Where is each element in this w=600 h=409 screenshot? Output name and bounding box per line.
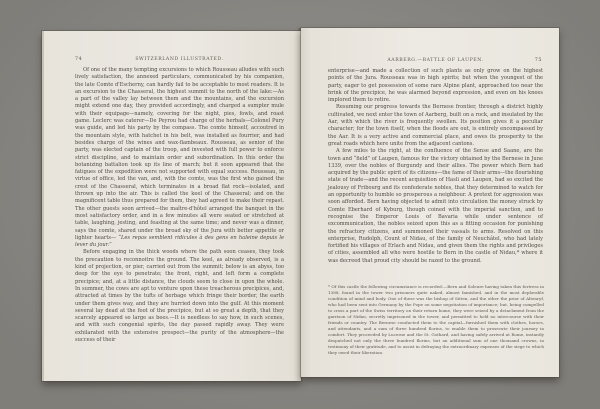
right-page-text (328, 68, 543, 265)
right-running-title: AARBERG.—BATTLE OF LAUPEN. (387, 58, 484, 63)
paragraph: A few miles to the right, at the confluence of the Sense and Saane, are the town and “field” of Laupen, famous for the victory obtained by the Bernese in June 1339, over the nobles of Burgundy and their allies. The power which Bern had acquired by the public spirit of its citizens—the fame of their arms—the flourishing state of trade—and the recent acquisition of Hasli and Laupen, had so excited the jealousy of Fribourg and its confederate nobles, that they determined to watch for an opportunity to humble so prosperous a neighbour. A pretext for aggression was soon afforded. Bern having objected to admit into circulation the money struck by Comte Eberhard of Kyburg, though coined with the imperial sanction, and to recognise the Emperor Louis of Bavaria while under sentence of excommunication, the nobles seized upon this as a fitting occasion for punishing the refractory citizens, and summoned their vassals to arms. Resolved on this enterprise, Rudolph, Count of Nidau, of the family of Neuchâtel, who had lately fortified his villages of Erlach and Nidau, and given them the rights and privileges of cities, assembled all who were hostile to Bern in the castle of Nidau,* where it was decreed that proud city should be razed to the ground. (328, 148, 543, 264)
paragraph-italic-quote: “Les repas semblent ridicules à des gens en haleine depuis le lever du jour.” (75, 234, 284, 249)
left-running-head (44, 57, 301, 65)
paragraph: enterprise—and made a collection of such plants as only grow on the highest points of the Jura. Rousseau was in high spirits; but when the youngest of the party, eager to get possession of some rare Alpine plant, approached too near the brink of the precipice, he was alarmed beyond expression, and even on his knees implored them to retire. (328, 68, 543, 104)
paragraph: Before engaging in the thick woods where the path soon ceases, they took the precaution to reconnoitre the ground. The keel, as already observed, is a kind of projection, or pier, carried out from the summit; below is an abyss, too deep for the eye to penetrate; the front, right, and left form a complete precipice; and, at a little distance, the clouds seem to close in upon the whole. In summer, the cows are apt to venture upon these treacherous precipices, and, attracted at times by the tufts of herbage which fringe their border, the earth under them gives way, and they are hurried down into the gulf. At this moment several lay dead at the foot of the precipice, but at so great a depth, that they scarcely appeared so large as bees.—It is needless to say how, in such scenes, and with such congenial spirits, the day passed rapidly away. They were exhilarated with the extensive prospect—the purity of the atmosphere—the success of their (75, 249, 284, 343)
left-page (42, 31, 301, 381)
paragraph: Resuming our progress towards the Bernese frontier, through a district highly cultivated, we next enter the town of Aarberg, built on a rock, and insulated by the Aar, with which the river is frequently swollen. Its position gives it a peculiar character; for the town itself, when the floods are out, is entirely encompassed by the Aar. It is a very active and commercial place, and owes its prosperity to the great roads which here unite from the adjacent cantons. (328, 104, 543, 147)
footnote: * Of this castle the following circumstance is recorded:—Bern and Soleure having taken this fortress in 1388, found in the tower two prisoners quite naked, almost famished, and in the most deplorable condition of mind and body. One of these was the bishop of Sitten, and the other the prior of Altenryf, who had been sent into Germany by the Pope on some negotiation of importance; but, being compelled to cross a part of the Swiss territory on their return home, they were seized by a detachment from the garrison of Nidau, secretly imprisoned in the tower, and permitted to hold no intercourse with their friends or country. The Bernese conducted them to the capital—furnished them with clothes, horses, and attendants, and a sum of three hundred florins, to enable them to prosecute their journey in comfort. They proceeded by Lucerne and the St. Gothard, and having safely arrived at Rome, instantly despatched not only the three hundred florins, but an additional sum of one thousand crowns, in testimony of their gratitude, and to assist in defraying the extraordinary expenses of the siege to which they owed their liberation. (328, 284, 544, 355)
paragraph-text: Of one of the many tempting excursions to which Rousseau alludes with such lively satisfaction, the annexed particulars, communicated by his companion, the late Comte d'Escherny, can hardly fail to be acceptable to most readers. It is an excursion to the Chasseral, the highest summit to the north of the lake:—As a part of the valley lay between them and the mountains, and the excursion might extend one day, they provided accordingly, and charged a sumpter mule with their equipage—namely, covering for the night, pies, fowls, and roast game. Leclerc was caterer—De Peyrou had charge of the herbals—Colonel Pury was guide, and led his party by the compass. The comte himself, accoutred in the mountain style, with hatchet in his belt, was installed as fourrier, and had besides charge of the wines and wax-flambeaux. Rousseau, as senior of the party, was elected captain of the troop, and invested with full power to enforce strict discipline, and to maintain order and subordination. In this order the botanizing battalion took up its line of march; but it soon appeared that the fatigues of the expedition were not supported with equal success. Rousseau, in virtue of office, led the van, and, with the comte, was the first who gained the crest of the Chasseral, which terminates in a broad flat rock—isolated, and thrown up into the air. This is called the keel of the Chasseral; and on the magnificent table thus prepared for them, they had agreed to make their repast. The other guests soon arrived—the maître-d'hôtel arranged the banquet in the most satisfactory order, and in a few minutes all were seated or stretched at table, laughing, jesting, and feasting at the same time; and never was a dinner, says the comte, shared under the broad sky of the Jura with better appetite or lighter hearts— (75, 67, 284, 241)
right-page (301, 28, 559, 377)
left-page-text (75, 67, 284, 344)
left-running-title: SWITZERLAND ILLUSTRATED. (135, 57, 224, 62)
paragraph (75, 67, 284, 249)
right-page-number: 75 (534, 58, 542, 63)
right-running-head (301, 58, 559, 66)
left-page-number: 74 (75, 57, 83, 62)
